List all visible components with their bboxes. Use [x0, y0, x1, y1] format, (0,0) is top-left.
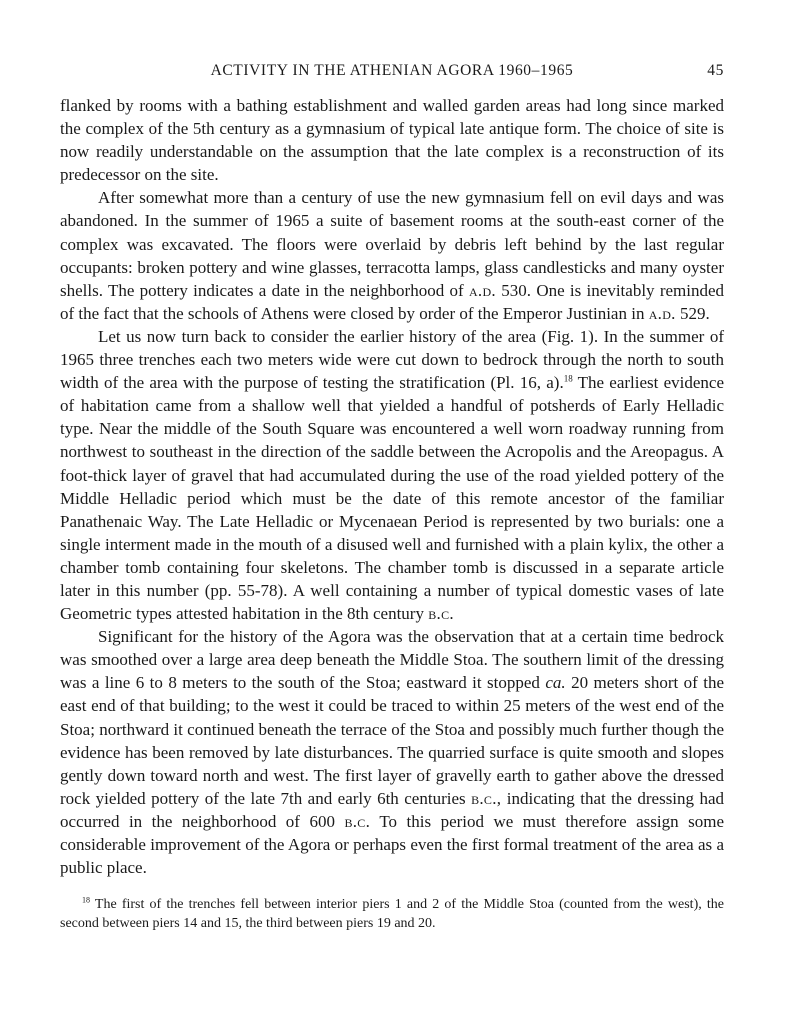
- paragraph-2-text-c: 529.: [680, 303, 710, 323]
- paragraph-3-text-a: Let us now turn back to consider the earlier history of the area (Fig. 1). In the summer of 1965 three trenches each two meters wide were cut down to bedrock through the north to south width of the area with the purpose of testing the stratification (Pl. 16, a).: [60, 326, 724, 393]
- footnote-ref-18[interactable]: 18: [563, 373, 573, 384]
- italic-ca: ca.: [545, 673, 566, 693]
- running-title: ACTIVITY IN THE ATHENIAN AGORA 1960–1965: [210, 62, 574, 79]
- era-abbrev: a.d.: [468, 280, 496, 300]
- paragraph-4-text-b: 20 meters short of the east end of that building; to the west it could be traced to within 25 meters of the west end of the Stoa; northward it continued beneath the terrace of the Stoa and possibly much further though the evidence has been removed by late disturbances. The quarried surface is quite smooth and slopes gently down toward north and west. The first layer of gravelly earth to gather above the dressed rock yielded pottery of the late 7th and early 6th centuries: [60, 673, 725, 808]
- paragraph-4-text-a: Significant for the history of the Agora was the observation that at a certain time bedrock was smoothed over a large area deep beneath the Middle Stoa. The southern limit of the dressing was a line 6 to 8 meters to the south of the Stoa; eastward it stopped: [60, 627, 724, 693]
- paragraph-1: [60, 94, 724, 186]
- era-abbrev: a.d.: [648, 303, 676, 323]
- paragraph-3: [60, 325, 724, 625]
- era-abbrev: b.c.: [428, 604, 454, 624]
- running-head: [60, 60, 724, 82]
- paragraph-3-text-b: The earliest evidence of habitation came from a shallow well that yielded a handful of potsherds of Early Helladic type. Near the middle of the South Square was encountered a well worn roadway running from northwest to southeast in the direction of the saddle between the Acropolis and the Areopagus. A foot-thick layer of gravel that had accumulated during the use of the road yielded pottery of the Middle Helladic period which must be the date of this remote ancestor of the familiar Panathenaic Way. The Late Helladic or Mycenaean Period is represented by two burials: one a single interment made in the mouth of a disused well and furnished with a plain kylix, the other a chamber tomb containing four skeletons. The chamber tomb is discussed in a separate article later in this number (pp. 55-78). A well containing a number of typical domestic vases of late Geometric types attested habitation in the 8th century: [60, 373, 724, 624]
- paragraph-4: [60, 625, 724, 879]
- footnote-number: 18: [82, 895, 90, 905]
- footnote-18: [60, 895, 724, 933]
- paragraph-1-text: flanked by rooms with a bathing establishment and walled garden areas had long since marked the complex of the 5th century as a gymnasium of typical late antique form. The choice of site is now readily understandable on the assumption that the late complex is a reconstruction of its predecessor on the site.: [60, 96, 724, 185]
- era-abbrev: b.c.: [344, 811, 371, 831]
- page: [60, 60, 724, 933]
- body-text: [60, 94, 724, 879]
- paragraph-4-text-d: To this period we must therefore assign some considerable improvement of the Agora or perhaps even the first formal treatment of the area as a public place.: [60, 811, 725, 878]
- footnote-text: The first of the trenches fell between interior piers 1 and 2 of the Middle Stoa (counted from the west), the second between piers 14 and 15, the third between piers 19 and 20.: [60, 897, 724, 932]
- paragraph-2: [60, 186, 724, 325]
- era-abbrev: b.c.,: [471, 788, 502, 808]
- page-number: 45: [707, 62, 724, 79]
- paragraph-2-text-b: 530. One is inevitably reminded of the fact that the schools of Athens were closed by order of the Emperor Justinian in: [60, 280, 725, 323]
- paragraph-4-text-c: indicating that the dressing had occurred in the neighborhood of 600: [60, 788, 725, 831]
- paragraph-2-text-a: After somewhat more than a century of use the new gymnasium fell on evil days and was abandoned. In the summer of 1965 a suite of basement rooms at the south-east corner of the complex was excavated. The floors were overlaid by debris left behind by the last regular occupants: broken pottery and wine glasses, terracotta lamps, glass candlesticks and many oyster shells. The pottery indicates a date in the neighborhood of: [60, 188, 724, 300]
